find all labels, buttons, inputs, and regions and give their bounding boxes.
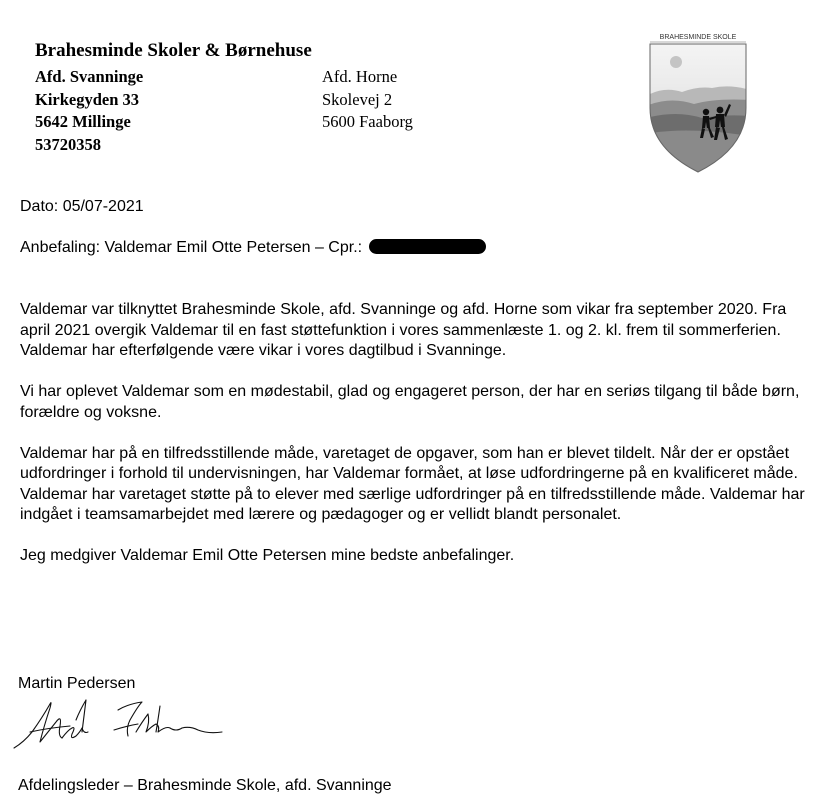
body-paragraph: Valdemar har varetaget støtte på to elever med særlige udfordringer på en tilfredsstillende måde. Valdemar har indgået i teamsamarbejdet med lærere og pædagoger og er vellidt blandt personalet. bbox=[20, 485, 805, 523]
right-address-line: 5600 Faaborg bbox=[322, 112, 413, 131]
letter-subject: Anbefaling: Valdemar Emil Otte Petersen – Cpr.: bbox=[20, 239, 363, 256]
left-address-line: 5642 Millinge bbox=[35, 112, 131, 131]
body-paragraph: Valdemar har på en tilfredsstillende måde, varetaget de opgaver, som han er blevet tildelt. Når der er opstået udfordringer i forhold til undervisningen, har Valdemar formået, at løse udfordringerne på en kvalificeret måde. bbox=[20, 444, 798, 482]
right-address-block bbox=[322, 66, 413, 134]
right-address-line: Afd. Horne bbox=[322, 67, 398, 86]
left-address-block bbox=[35, 66, 143, 156]
letter-body bbox=[20, 300, 820, 587]
body-paragraph: Valdemar var tilknyttet Brahesminde Skole, afd. Svanninge og afd. Horne som vikar fra september 2020. Fra april 2021 overgik Valdemar til en fast støttefunktion i vores sammenlæste 1. og 2. kl. frem til sommerferien. Valdemar har efterfølgende være vikar i vores dagtilbud i Svanninge. bbox=[20, 301, 787, 359]
right-address-line: Skolevej 2 bbox=[322, 89, 393, 109]
signer-title: Afdelingsleder – Brahesminde Skole, afd. Svanninge bbox=[18, 777, 392, 794]
letter-date: Dato: 05/07-2021 bbox=[20, 198, 144, 215]
body-paragraph: Vi har oplevet Valdemar som en mødestabil, glad og engageret person, der har en seriøs tilgang til både børn, forældre og voksne. bbox=[20, 383, 800, 421]
body-paragraph: Jeg medgiver Valdemar Emil Otte Petersen mine bedste anbefalinger. bbox=[20, 547, 515, 564]
letter-subject-line bbox=[20, 239, 486, 257]
organization-name: Brahesminde Skoler & Børnehuse bbox=[35, 40, 312, 61]
left-address-phone: 53720358 bbox=[35, 134, 101, 154]
handwritten-signature bbox=[10, 692, 230, 754]
left-address-line: Afd. Svanninge bbox=[35, 67, 144, 86]
left-address-line: Kirkegyden 33 bbox=[35, 89, 140, 109]
logo-text: BRAHESMINDE SKOLE bbox=[659, 34, 737, 41]
school-logo bbox=[646, 30, 750, 174]
redaction-bar bbox=[369, 239, 486, 254]
signer-name: Martin Pedersen bbox=[18, 675, 136, 692]
